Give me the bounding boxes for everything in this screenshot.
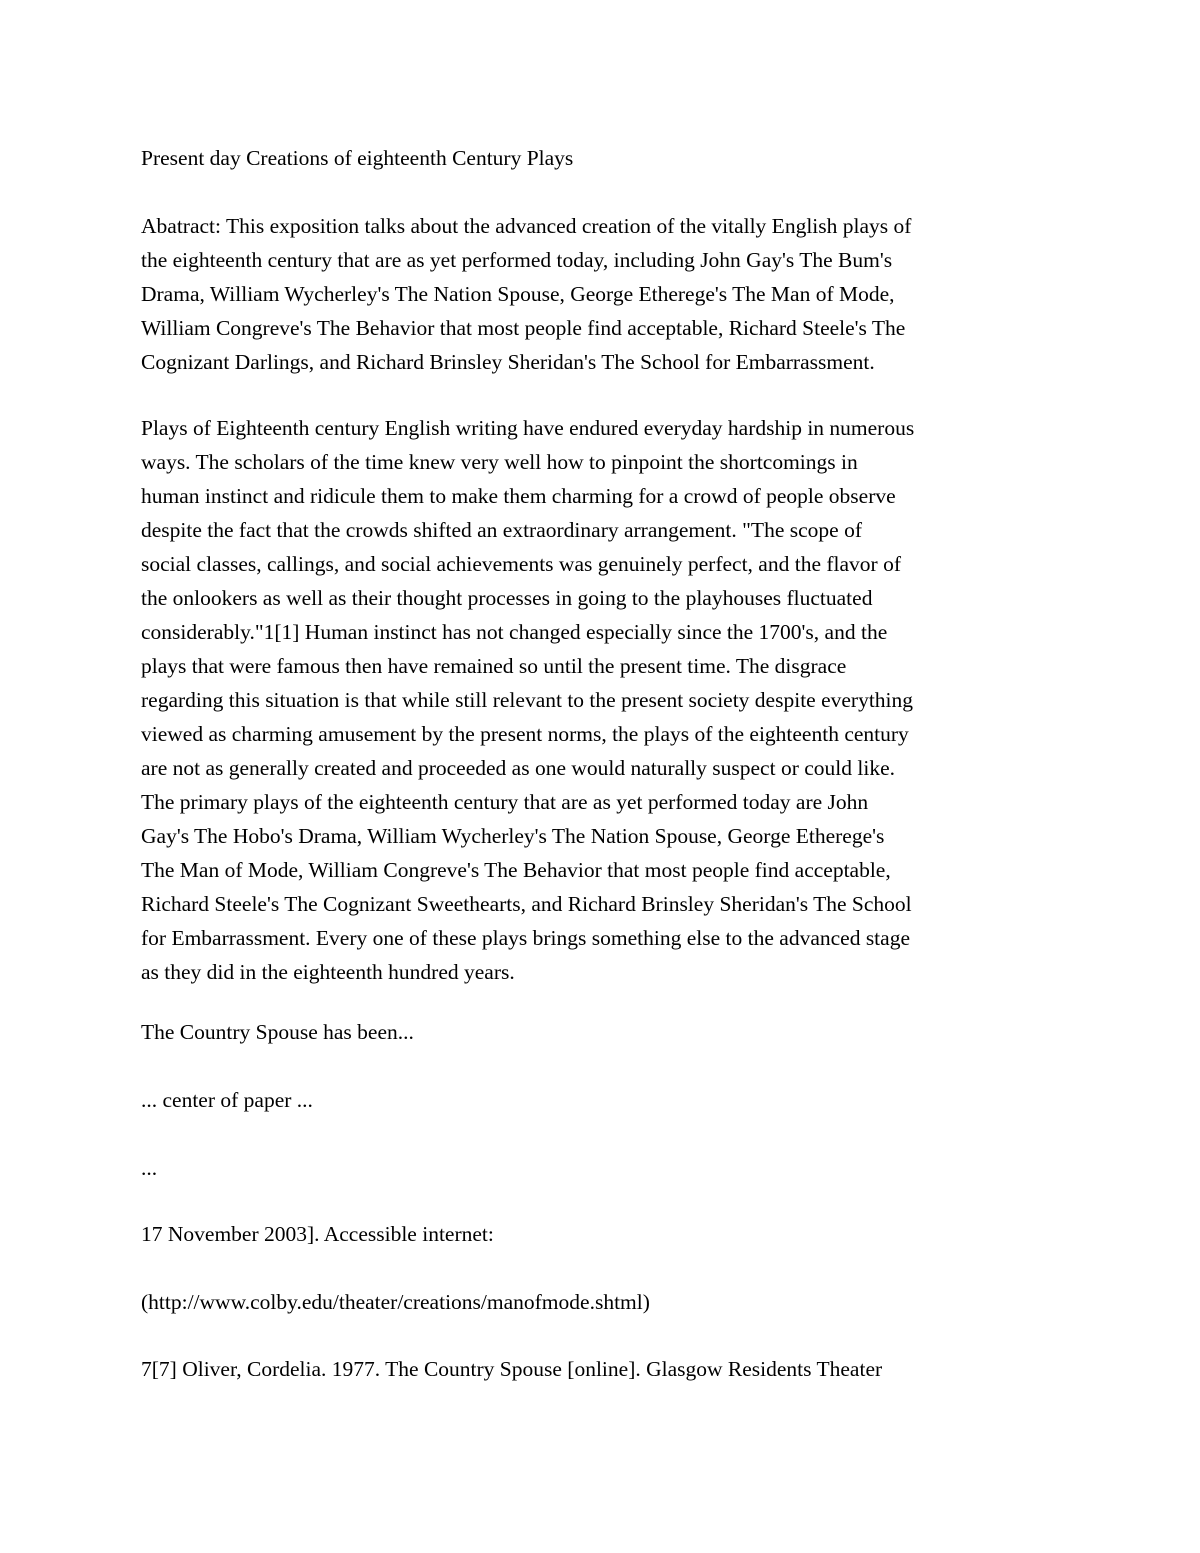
ellipsis-marker: ... xyxy=(141,1156,158,1180)
body-line: considerably."1[1] Human instinct has not changed especially since the 1700's, and the xyxy=(141,620,888,644)
body-line: Richard Steele's The Cognizant Sweethearts, and Richard Brinsley Sheridan's The School xyxy=(141,892,912,916)
body-line: Plays of Eighteenth century English writing have endured everyday hardship in numerous xyxy=(141,416,915,440)
body-line: despite the fact that the crowds shifted an extraordinary arrangement. "The scope of xyxy=(141,518,862,542)
body-line: the onlookers as well as their thought processes in going to the playhouses fluctuated xyxy=(141,586,873,610)
access-date-text: 17 November 2003]. Accessible internet: xyxy=(141,1222,494,1246)
body-line: The primary plays of the eighteenth century that are as yet performed today are John xyxy=(141,790,869,814)
reference-url: (http://www.colby.edu/theater/creations/manofmode.shtml) xyxy=(141,1290,650,1314)
body-line: ways. The scholars of the time knew very well how to pinpoint the shortcomings in xyxy=(141,450,858,474)
body-line: as they did in the eighteenth hundred years. xyxy=(141,960,515,984)
body-line: human instinct and ridicule them to make them charming for a crowd of people observe xyxy=(141,484,896,508)
abstract-line: Abatract: This exposition talks about the advanced creation of the vitally English plays of xyxy=(141,214,912,238)
document-title: Present day Creations of eighteenth Century Plays xyxy=(141,146,574,170)
body-line: regarding this situation is that while still relevant to the present society despite everything xyxy=(141,688,914,712)
body-line: are not as generally created and proceeded as one would naturally suspect or could like. xyxy=(141,756,895,780)
body-line: viewed as charming amusement by the present norms, the plays of the eighteenth century xyxy=(141,722,909,746)
abstract-line: Drama, William Wycherley's The Nation Spouse, George Etherege's The Man of Mode, xyxy=(141,282,895,306)
continuation-text: The Country Spouse has been... xyxy=(141,1020,414,1044)
abstract-line: Cognizant Darlings, and Richard Brinsley Sheridan's The School for Embarrassment. xyxy=(141,350,875,374)
footnote-text: 7[7] Oliver, Cordelia. 1977. The Country Spouse [online]. Glasgow Residents Theater xyxy=(141,1357,883,1381)
abstract-line: William Congreve's The Behavior that most people find acceptable, Richard Steele's The xyxy=(141,316,906,340)
body-line: Gay's The Hobo's Drama, William Wycherley's The Nation Spouse, George Etherege's xyxy=(141,824,885,848)
body-paragraph xyxy=(141,411,1081,989)
body-line: The Man of Mode, William Congreve's The Behavior that most people find acceptable, xyxy=(141,858,891,882)
body-line: plays that were famous then have remained so until the present time. The disgrace xyxy=(141,654,847,678)
abstract-paragraph xyxy=(141,209,1081,379)
center-marker: ... center of paper ... xyxy=(141,1088,313,1112)
body-line: social classes, callings, and social achievements was genuinely perfect, and the flavor of xyxy=(141,552,901,576)
abstract-line: the eighteenth century that are as yet performed today, including John Gay's The Bum's xyxy=(141,248,893,272)
body-line: for Embarrassment. Every one of these plays brings something else to the advanced stage xyxy=(141,926,910,950)
